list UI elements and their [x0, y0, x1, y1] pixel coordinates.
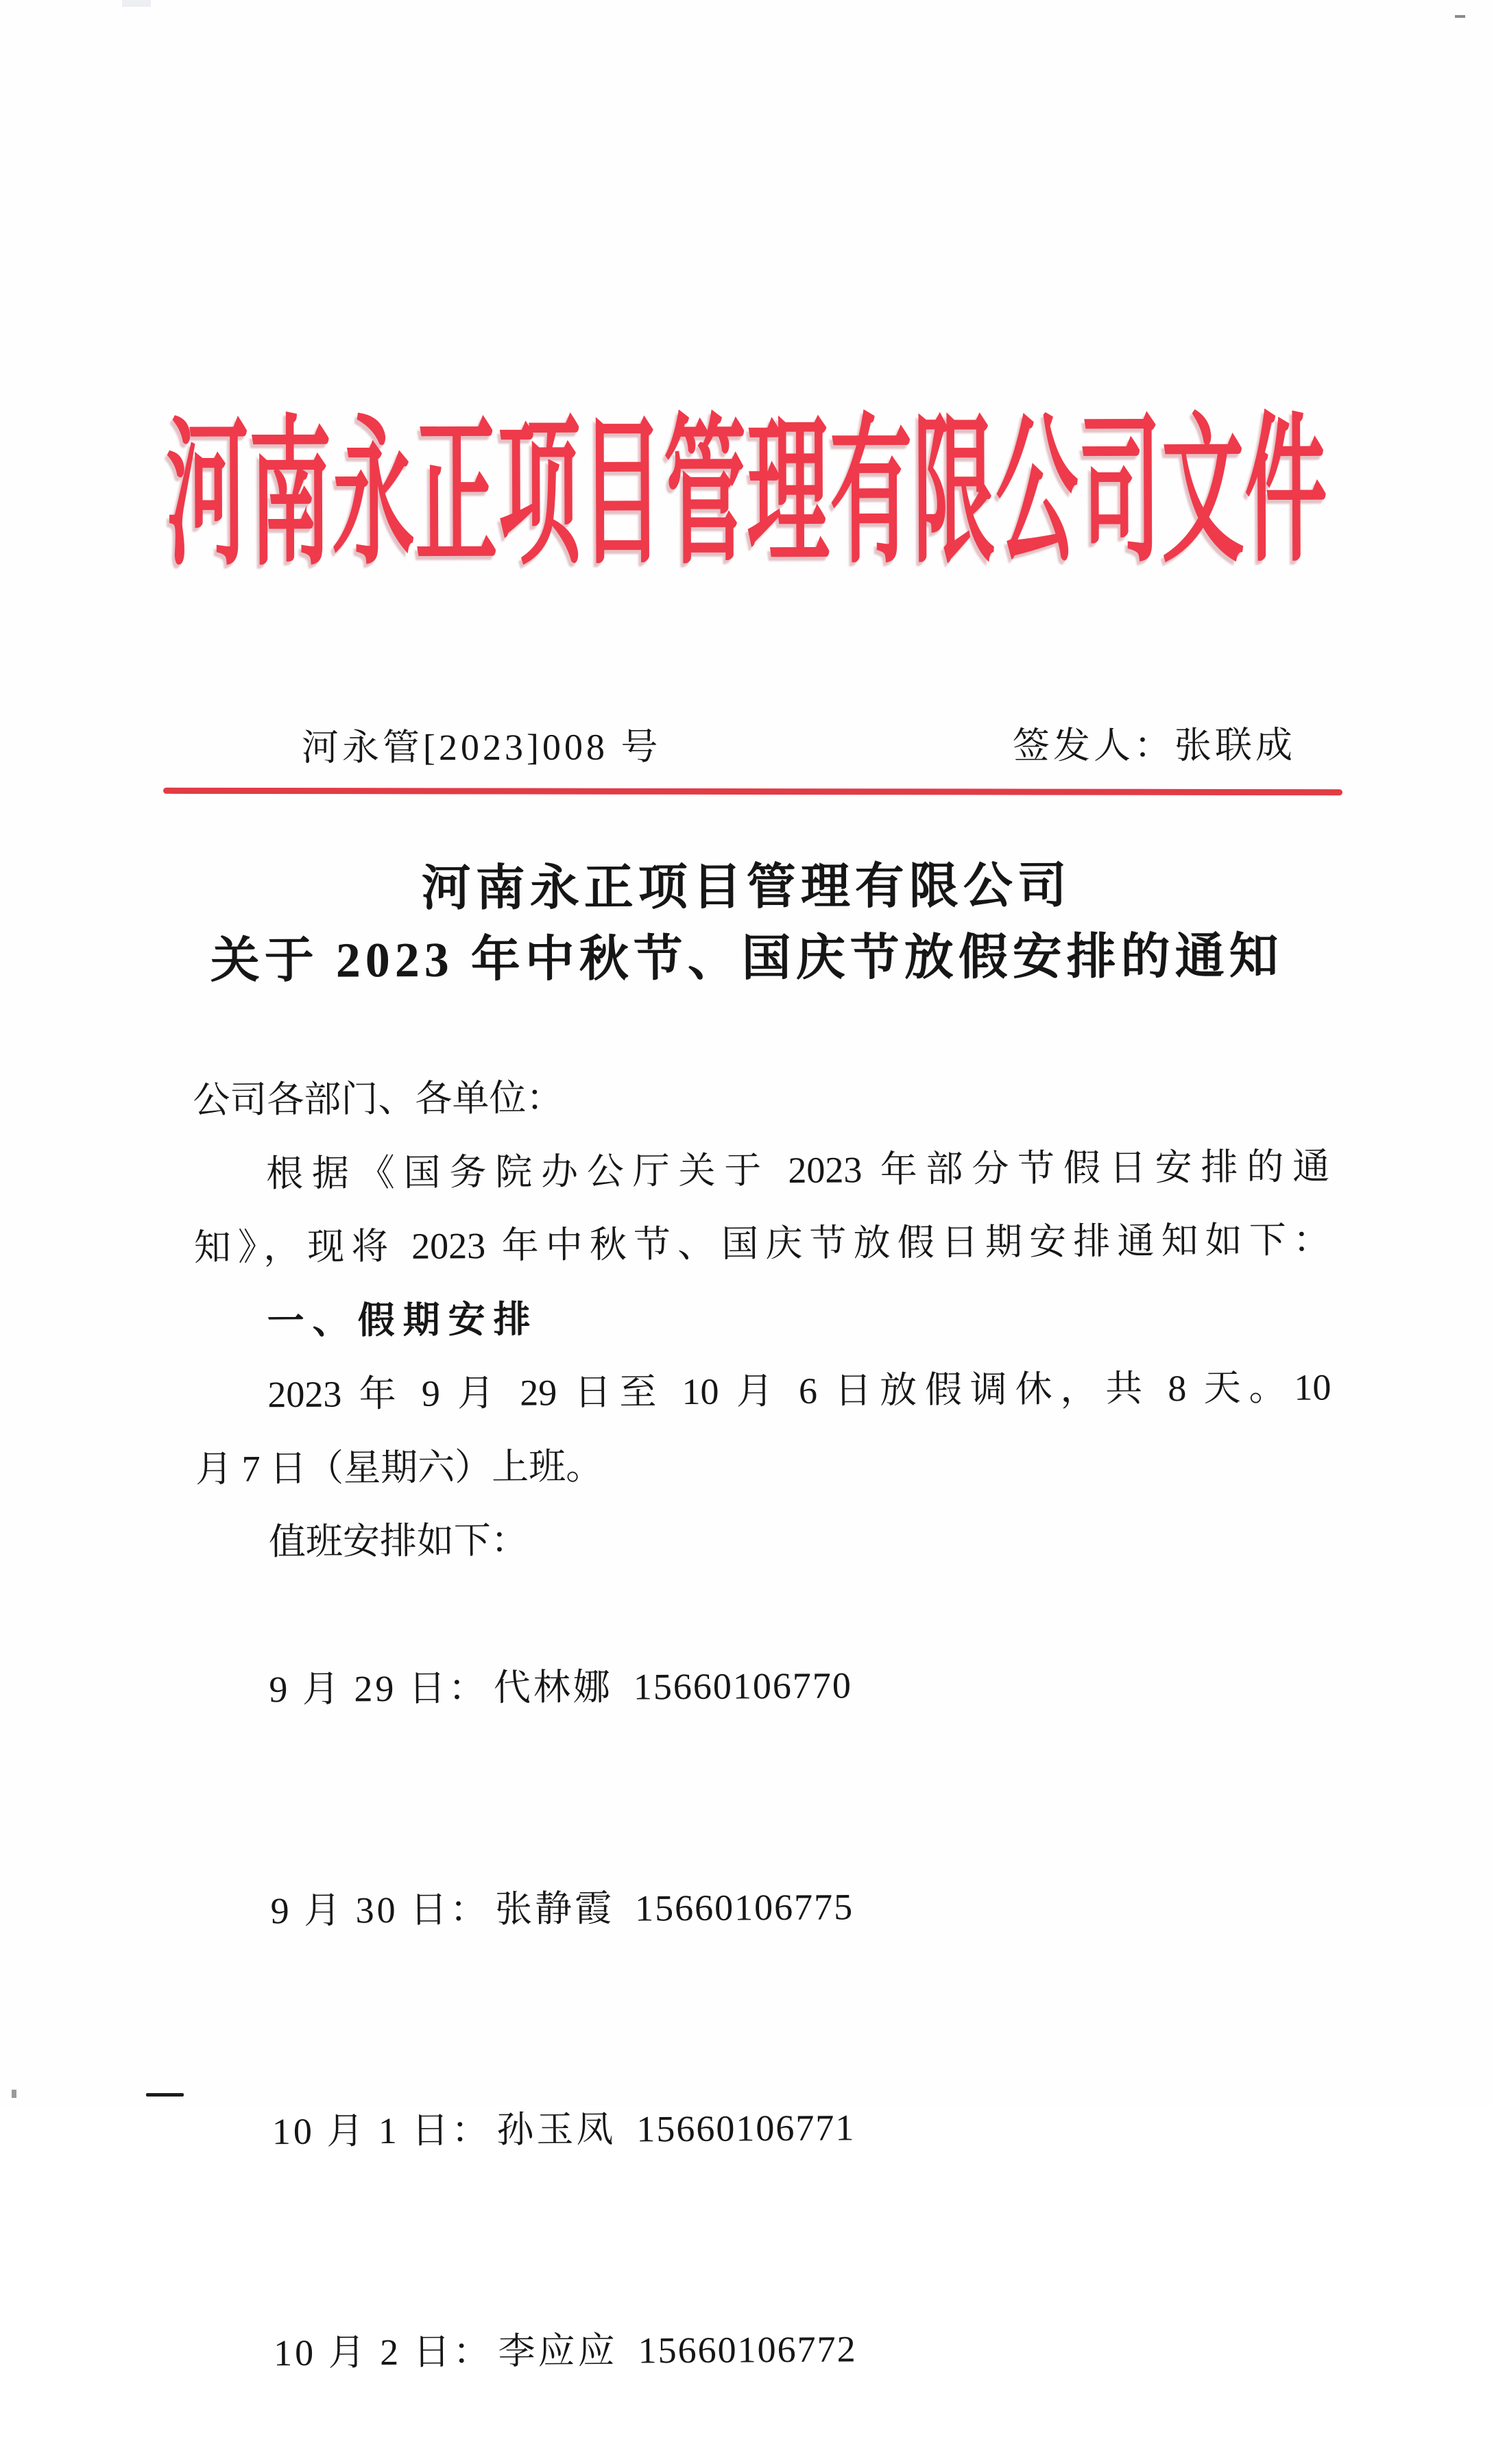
- salutation: 公司各部门、各单位：: [193, 1077, 564, 1121]
- duty-date: 9 月 29 日：: [269, 1667, 489, 1711]
- duty-row: [200, 2014, 1337, 2243]
- document-number-row: [192, 716, 1344, 771]
- duty-date: 10 月 1 日：: [272, 2109, 492, 2153]
- duty-phone: 15660106775: [634, 1885, 854, 1929]
- scan-artifact: [1455, 15, 1465, 18]
- scan-artifact: [12, 2090, 16, 2098]
- document-number: 河永管[2023]008 号: [301, 726, 662, 769]
- duty-phone: 15660106772: [638, 2328, 857, 2371]
- duty-phone: 15660106770: [633, 1665, 853, 1708]
- duty-row: [201, 2235, 1338, 2464]
- duty-name: 李应应: [498, 2330, 618, 2372]
- issuer-name: 张联成: [1174, 724, 1297, 766]
- notice-body: [193, 1056, 1338, 2464]
- notice-title-line2: 关于 2023 年中秋节、国庆节放假安排的通知: [210, 928, 1284, 989]
- letterhead-divider-rule: [163, 788, 1342, 795]
- duty-name: 代林娜: [493, 1666, 614, 1708]
- duty-row: [196, 1572, 1334, 1801]
- duty-name: 孙玉凤: [496, 2108, 616, 2151]
- notice-title: [0, 848, 1493, 998]
- section-heading: 一、假期安排: [267, 1298, 539, 1342]
- scan-artifact: [122, 0, 151, 7]
- paragraph-line: 月 7 日（星期六）上班。: [195, 1445, 603, 1490]
- duty-date: 10 月 2 日：: [273, 2330, 493, 2374]
- scan-artifact: [146, 2093, 184, 2097]
- issuer-label: 签发人：: [1012, 725, 1175, 767]
- duty-date: 9 月 30 日：: [270, 1888, 490, 1931]
- duty-name: 张静霞: [494, 1887, 615, 1930]
- paragraph-line: 知》，现将 2023 年中秋节、国庆节放假日期安排通知如下：: [193, 1219, 1331, 1268]
- paragraph-line: 根据《国务院办公厅关于 2023 年部分节假日安排的通: [265, 1145, 1330, 1194]
- duty-row: [198, 1793, 1336, 2022]
- paragraph-line: 2023 年 9 月 29 日至 10 月 6 日放假调休，共 8 天。10: [267, 1366, 1332, 1416]
- duty-intro: 值班安排如下：: [268, 1519, 529, 1563]
- letterhead-title: 河南永正项目管理有限公司文件: [165, 401, 1328, 585]
- duty-phone: 15660106771: [636, 2107, 856, 2150]
- issuer: [1013, 716, 1296, 769]
- notice-title-line1: 河南永正项目管理有限公司: [421, 858, 1072, 917]
